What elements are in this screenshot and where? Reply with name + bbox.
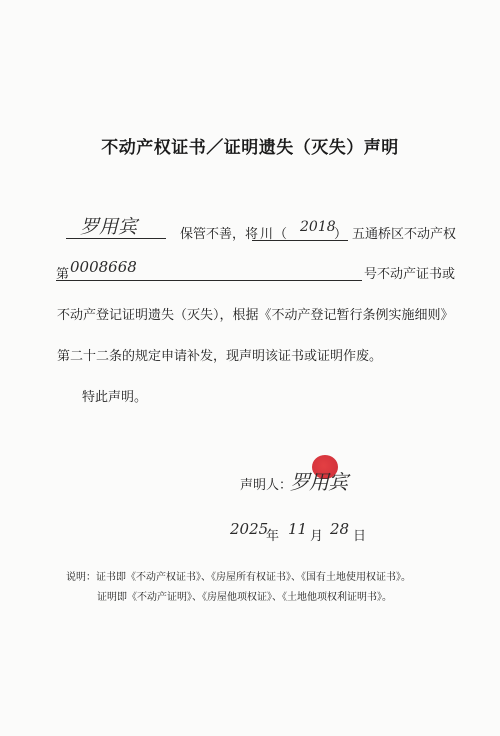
note-line-2: 证明即《不动产证明》、《房屋他项权证》、《土地他项权利证明书》。 bbox=[97, 592, 392, 603]
note-line-1: 说明：证书即《不动产权证书》、《房屋所有权证书》、《国有土地使用权证书》。 bbox=[66, 572, 411, 583]
region-text: 川 bbox=[260, 227, 274, 242]
cert-prefix: 第 bbox=[56, 267, 70, 282]
document-title: 不动产权证书／证明遗失（灭失）声明 bbox=[101, 138, 399, 158]
date-day: 28 bbox=[330, 520, 350, 538]
owner-name-handwritten: 罗用宾 bbox=[80, 216, 138, 238]
cert-number-handwritten: 0008668 bbox=[70, 258, 137, 276]
date-day-label: 日 bbox=[353, 529, 367, 544]
declarant-signature: 罗用宾 bbox=[290, 470, 347, 494]
owner-name-underline bbox=[66, 238, 166, 239]
body-line-3: 不动产登记证明遗失（灭失），根据《不动产登记暂行条例实施细则》 bbox=[57, 308, 454, 323]
district-text: 五通桥区不动产权 bbox=[352, 227, 457, 242]
paren-close: ） bbox=[334, 227, 348, 242]
number-suffix-text: 号不动产证书或 bbox=[364, 267, 456, 282]
date-year-label: 年 bbox=[266, 529, 280, 544]
body-line-4: 第二十二条的规定申请补发，现声明该证书或证明作废。 bbox=[57, 349, 383, 364]
cert-number-underline bbox=[56, 280, 362, 281]
date-month: 11 bbox=[288, 520, 308, 538]
year-code-handwritten: 2018 bbox=[300, 219, 336, 235]
date-month-label: 月 bbox=[310, 529, 324, 544]
paren-open: （ bbox=[274, 227, 288, 242]
region-underline bbox=[252, 240, 348, 241]
custody-text: 保管不善，将 bbox=[180, 227, 259, 242]
date-year: 2025 bbox=[230, 520, 269, 538]
body-line-5: 特此声明。 bbox=[82, 390, 148, 405]
declarant-label: 声明人： bbox=[240, 478, 293, 493]
